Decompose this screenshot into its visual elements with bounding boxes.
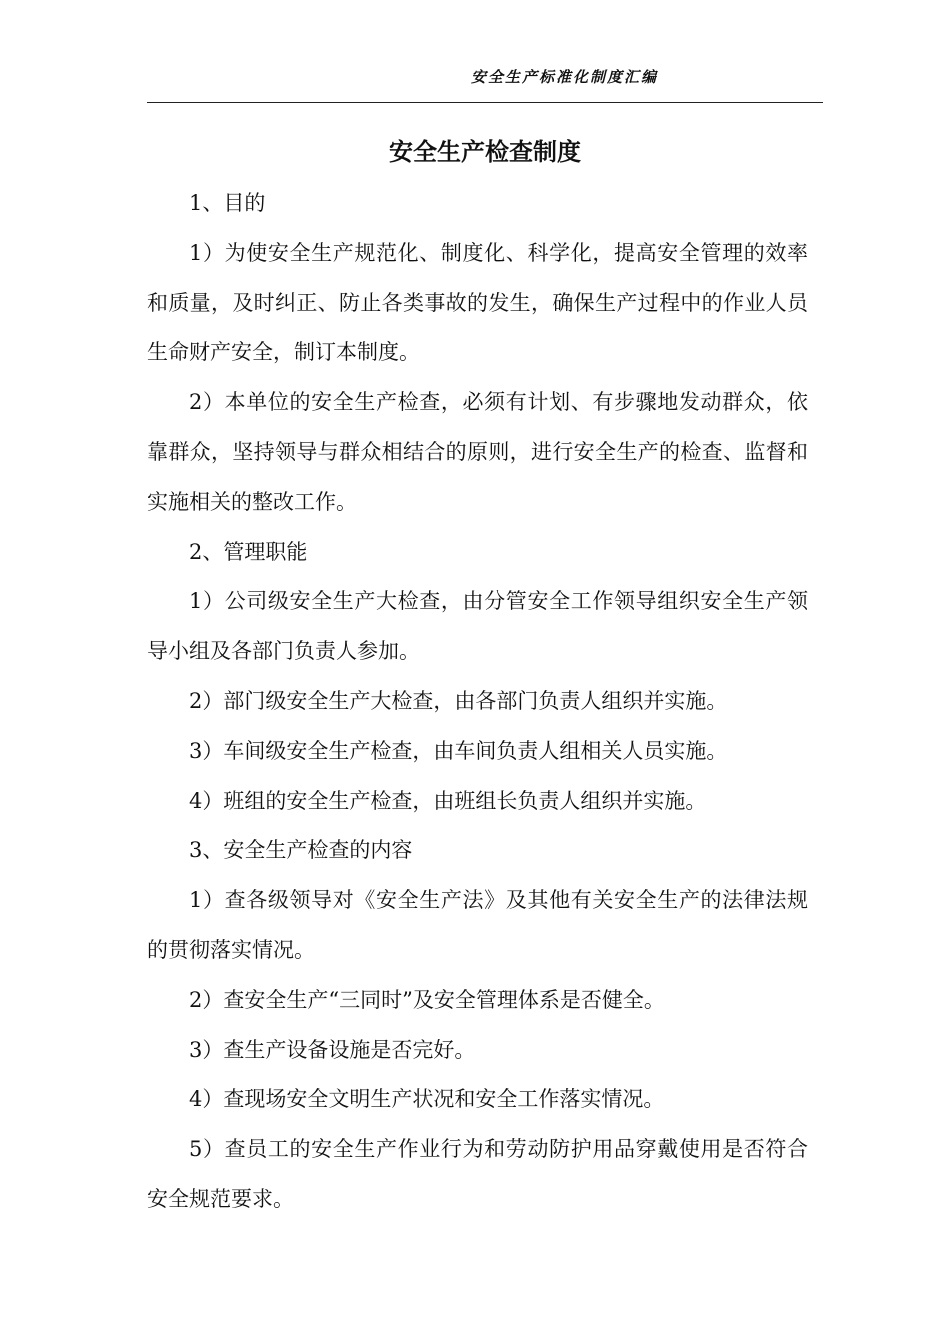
paragraph: 4）查现场安全文明生产状况和安全工作落实情况。: [189, 1087, 665, 1112]
paragraph: 2）本单位的安全生产检查，必须有计划、有步骤地发动群众，依靠群众，坚持领导与群众相结合的原则，进行安全生产的检查、监督和实施相关的整改工作。: [147, 390, 808, 514]
section-heading-management-functions: 2、管理职能: [189, 539, 308, 564]
running-header-title: 安全生产标准化制度汇编: [470, 68, 658, 86]
paragraph: 3）车间级安全生产检查，由车间负责人组相关人员实施。: [189, 738, 728, 763]
section-heading-purpose: 1、目的: [189, 191, 266, 215]
paragraph: 4）班组的安全生产检查，由班组长负责人组织并实施。: [189, 788, 707, 813]
paragraph: 1）公司级安全生产大检查，由分管安全工作领导组织安全生产领导小组及各部门负责人参加。: [147, 589, 808, 664]
document-title: 安全生产检查制度: [389, 138, 581, 166]
paragraph: 2）查安全生产“三同时”及安全管理体系是否健全。: [189, 987, 665, 1012]
document-body: [147, 179, 808, 1225]
paragraph: 1）为使安全生产规范化、制度化、科学化，提高安全管理的效率和质量，及时纠正、防止各类事故的发生，确保生产过程中的作业人员生命财产安全，制订本制度。: [147, 240, 808, 365]
running-header: [147, 62, 823, 103]
section-heading-inspection-content: 3、安全生产检查的内容: [189, 838, 413, 863]
paragraph: 5）查员工的安全生产作业行为和劳动防护用品穿戴使用是否符合安全规范要求。: [147, 1137, 808, 1211]
paragraph: 1）查各级领导对《安全生产法》及其他有关安全生产的法律法规的贯彻落实情况。: [147, 888, 808, 962]
paragraph: 2）部门级安全生产大检查，由各部门负责人组织并实施。: [189, 688, 728, 713]
paragraph: 3）查生产设备设施是否完好。: [189, 1037, 476, 1062]
